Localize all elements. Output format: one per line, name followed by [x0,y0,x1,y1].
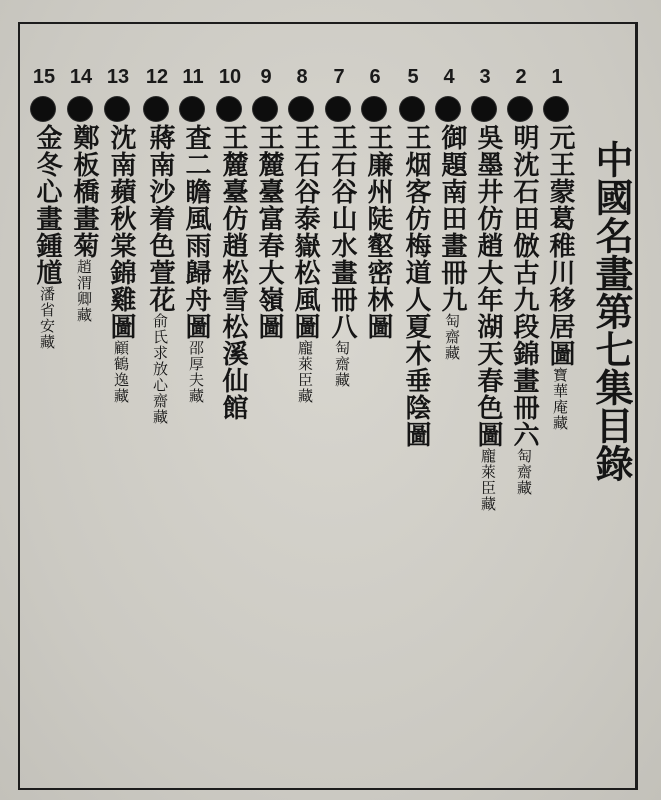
entry-text [212,124,248,421]
bullet-dot-icon [253,97,277,121]
painting-title: 王石谷山水畫冊八 [327,124,357,340]
entry-8 [284,66,320,606]
entry-number: 14 [69,66,93,88]
entry-number: 15 [32,66,56,88]
entry-text [321,124,357,388]
entry-7 [321,66,357,606]
bullet-dot-icon [544,97,568,121]
entry-text [431,124,467,361]
painting-title: 査二瞻風雨歸舟圖 [181,124,211,340]
entry-4 [431,66,467,606]
entry-text [175,124,211,404]
collector-note: 邵厚夫藏 [187,340,205,404]
entry-number: 9 [260,66,272,88]
entry-text [395,124,431,448]
bullet-dot-icon [180,97,204,121]
entry-number: 1 [551,66,563,88]
entry-10 [212,66,248,606]
bullet-dot-icon [68,97,92,121]
entry-number: 11 [182,66,204,88]
collector-note: 匋齋藏 [333,340,351,388]
painting-title: 明沈石田倣古九段錦畫冊六 [509,124,539,448]
bullet-dot-icon [472,97,496,121]
painting-title: 王麓臺仿趙松雪松溪仙館 [218,124,248,421]
entry-text [63,124,99,323]
entry-text [503,124,539,496]
collector-note: 俞氏求放心齋藏 [151,313,169,425]
entry-text [284,124,320,404]
entry-number: 2 [515,66,527,88]
painting-title: 鄭板橋畫菊 [69,124,99,259]
entry-number: 12 [145,66,169,88]
entry-number: 6 [369,66,381,88]
bullet-dot-icon [31,97,55,121]
entry-text [248,124,284,340]
collector-note: 潘省安藏 [38,286,56,350]
entry-1 [539,66,575,606]
bullet-dot-icon [105,97,129,121]
bullet-dot-icon [326,97,350,121]
entry-number: 8 [296,66,308,88]
entry-text [26,124,62,350]
bullet-dot-icon [144,97,168,121]
bullet-dot-icon [362,97,386,121]
collector-note: 匋齋藏 [515,448,533,496]
entry-5 [395,66,431,606]
painting-title: 吳墨井仿趙大年湖天春色圖 [473,124,503,448]
entry-number: 13 [106,66,130,88]
collector-note: 顧鶴逸藏 [112,340,130,404]
painting-title: 金冬心畫鍾馗 [32,124,62,286]
entry-text [539,124,575,431]
painting-title: 王廉州陡壑密林圖 [363,124,393,340]
collector-note: 龐萊臣藏 [479,448,497,512]
painting-title: 蔣南沙着色萱花 [145,124,175,313]
collector-note: 龐萊臣藏 [296,340,314,404]
collector-note: 寶華庵藏 [551,367,569,431]
entry-13 [100,66,136,606]
page-title: 中國名畫第七集目錄 [589,140,634,482]
entry-text [357,124,393,340]
entry-12 [139,66,175,606]
bullet-dot-icon [400,97,424,121]
painting-title: 王烟客仿梅道人夏木垂陰圖 [401,124,431,448]
entry-6 [357,66,393,606]
bullet-dot-icon [508,97,532,121]
entry-number: 3 [479,66,491,88]
entry-15 [26,66,62,606]
bullet-dot-icon [217,97,241,121]
painting-title: 元王蒙葛稚川移居圖 [545,124,575,367]
painting-title: 沈南蘋秋棠錦雞圖 [106,124,136,340]
entry-number: 4 [443,66,455,88]
entry-14 [63,66,99,606]
painting-title: 王麓臺富春大嶺圖 [254,124,284,340]
entry-number: 10 [218,66,242,88]
entry-number: 5 [407,66,419,88]
painting-title: 王石谷泰嶽松風圖 [290,124,320,340]
entry-9 [248,66,284,606]
collector-note: 趙渭卿藏 [75,259,93,323]
entry-text [139,124,175,425]
bullet-dot-icon [289,97,313,121]
entry-2 [503,66,539,606]
entry-3 [467,66,503,606]
entry-text [467,124,503,512]
entry-number: 7 [333,66,345,88]
entry-11 [175,66,211,606]
entry-text [100,124,136,404]
painting-title: 御題南田畫冊九 [437,124,467,313]
collector-note: 匋齋藏 [443,313,461,361]
bullet-dot-icon [436,97,460,121]
